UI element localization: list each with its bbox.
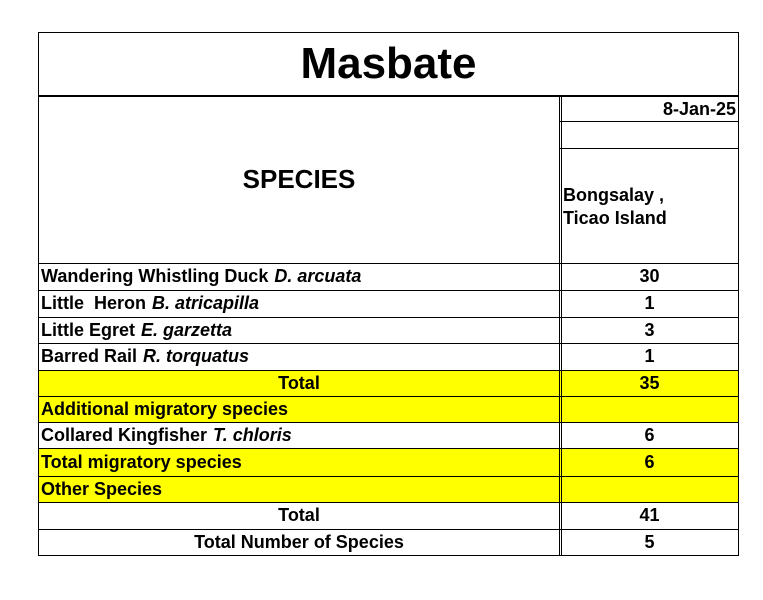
species-count: 1 — [644, 293, 655, 313]
additional-migratory-label: Additional migratory species — [41, 398, 289, 419]
species-count: 1 — [644, 346, 655, 366]
grid-line — [38, 529, 739, 530]
species-scientific-name: R. torquatus — [143, 346, 250, 366]
species-table — [38, 32, 739, 556]
grid-line — [38, 32, 739, 33]
grid-line — [38, 422, 739, 423]
date-header: 8-Jan-25 — [662, 98, 736, 119]
species-common-name: Wandering Whistling Duck — [41, 266, 269, 286]
grid-line — [38, 290, 739, 291]
grid-line — [38, 370, 739, 371]
migratory-count: 6 — [644, 424, 655, 445]
species-common-name: Little Egret — [41, 319, 136, 340]
grid-line — [38, 263, 739, 264]
grid-line — [38, 476, 739, 477]
page-title: Masbate — [300, 39, 477, 88]
grid-line — [38, 343, 739, 344]
location-header — [560, 148, 739, 263]
total-migratory-label: Total migratory species — [41, 451, 242, 472]
species-count: 30 — [639, 266, 660, 286]
grand-total-label: Total — [278, 505, 320, 525]
species-scientific-name: B. atricapilla — [152, 293, 260, 313]
location-line-2: Ticao Island — [563, 207, 667, 228]
grid-line — [38, 396, 739, 397]
grid-line — [560, 148, 739, 149]
grid-line — [38, 448, 739, 449]
grid-line — [38, 502, 739, 503]
grid-line — [560, 121, 739, 122]
total-number-species-value: 5 — [644, 532, 655, 552]
grid-line — [38, 32, 39, 556]
species-common-name: Barred Rail — [41, 346, 138, 366]
species-common-name: Collared Kingfisher — [41, 424, 208, 445]
species-header: SPECIES — [242, 164, 356, 194]
species-count: 3 — [644, 319, 655, 340]
species-common-name: Little Heron — [41, 293, 147, 313]
total-label: Total — [278, 372, 320, 393]
species-scientific-name: T. chloris — [213, 424, 292, 445]
species-scientific-name: D. arcuata — [274, 266, 362, 286]
grid-line — [38, 317, 739, 318]
total-value: 35 — [639, 372, 660, 393]
grid-line — [559, 96, 560, 556]
total-number-species-label: Total Number of Species — [194, 532, 404, 552]
species-scientific-name: E. garzetta — [141, 319, 233, 340]
total-migratory-value: 6 — [644, 451, 655, 472]
grid-line — [561, 96, 562, 556]
location-line-1: Bongsalay , — [563, 184, 665, 205]
species-row — [38, 317, 560, 343]
species-row — [38, 263, 560, 290]
species-row — [38, 290, 560, 317]
species-row — [38, 343, 560, 370]
grid-line — [38, 96, 739, 97]
migratory-row — [38, 422, 560, 448]
grid-line — [738, 32, 739, 556]
grand-total-value: 41 — [639, 505, 660, 525]
grid-line — [38, 555, 739, 556]
other-species-label: Other Species — [41, 478, 163, 499]
